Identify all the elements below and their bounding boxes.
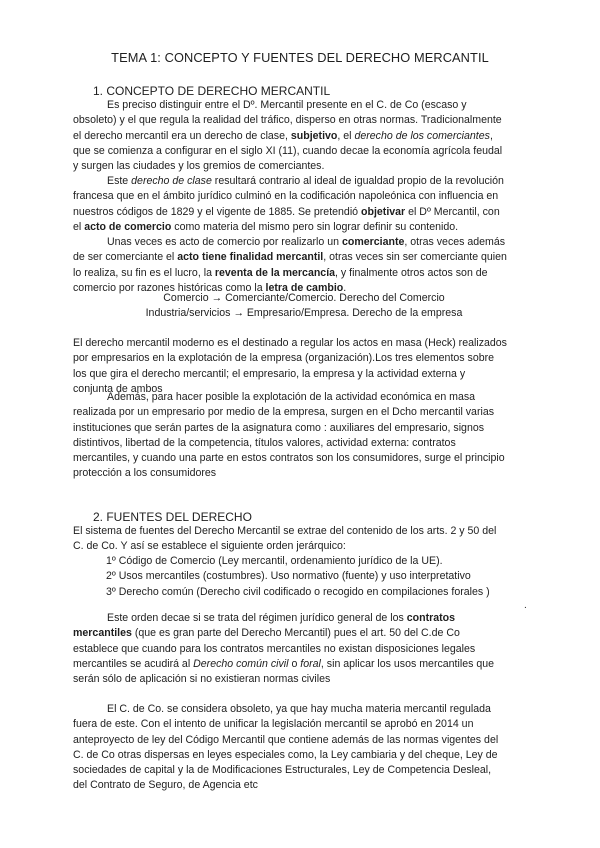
text-line: los que gira el derecho mercantil; el empresario, la empresa y la actividad externa y bbox=[73, 367, 466, 380]
text-line: francesa que en el ámbito jurídico culminó en la codificación napoleónica con influencia en bbox=[73, 190, 499, 203]
paragraph-7 bbox=[73, 611, 535, 687]
text-line: protección a los consumidores bbox=[73, 467, 217, 480]
stray-mark: . bbox=[524, 600, 527, 611]
paragraph-1 bbox=[73, 98, 535, 174]
text-line: Unas veces es acto de comercio por realizarlo un comerciante, otras veces además bbox=[107, 236, 506, 248]
diagram-line-2: Industria/servicios → Empresario/Empresa. Derecho de la empresa bbox=[145, 307, 463, 319]
diagram-line-1: Comercio → Comerciante/Comercio. Derecho del Comercio bbox=[163, 292, 445, 304]
page-title: TEMA 1: CONCEPTO Y FUENTES DEL DERECHO MERCANTIL bbox=[111, 50, 489, 65]
text-line: el acto de comercio como materia del mismo pero sin lograr definir su contenido. bbox=[73, 220, 459, 233]
text-line: Es preciso distinguir entre el Dº. Mercantil presente en el C. de Co (escaso y bbox=[107, 99, 467, 111]
text-line: establece que cuando para los contratos mercantiles no existan disposiciones legales bbox=[73, 642, 476, 655]
paragraph-2 bbox=[73, 174, 535, 235]
text-line: El sistema de fuentes del Derecho Mercantil se extrae del contenido de los arts. 2 y 50 del bbox=[73, 525, 497, 537]
text-line: el derecho mercantil era un derecho de clase, subjetivo, el derecho de los comerciantes, bbox=[73, 129, 493, 142]
text-line: El C. de Co. se considera obsoleto, ya que hay mucha materia mercantil regulada bbox=[107, 703, 491, 715]
paragraph-3 bbox=[73, 235, 535, 296]
text-line: Además, para hacer posible la explotación de la actividad económica en masa bbox=[107, 391, 476, 403]
list-item: 2º Usos mercantiles (costumbres). Uso normativo (fuente) y uso interpretativo bbox=[106, 570, 471, 583]
paragraph-5 bbox=[73, 390, 535, 482]
text-line: nuestros códigos de 1829 y el vigente de 1885. Se pretendió objetivar el Dº Mercantil, con bbox=[73, 205, 500, 218]
paragraph-4 bbox=[73, 336, 535, 397]
paragraph-6 bbox=[73, 524, 535, 555]
section-heading-fuentes: 2. FUENTES DEL DERECHO bbox=[93, 510, 252, 524]
text-line: distintivos, libertad de la competencia, títulos valores, actividad externa: contratos bbox=[73, 436, 456, 449]
text-line: obsoleto) y el que regula la realidad del tráfico, disperso en otras normas. Tradicionalmente bbox=[73, 114, 502, 127]
text-line: C. de Co. Y así se establece el siguiente orden jerárquico: bbox=[73, 540, 346, 553]
list-item: 1º Código de Comercio (Ley mercantil, ordenamiento jurídico de la UE). bbox=[106, 555, 443, 567]
text-line: que se comienza a configurar en el siglo XI (11), cuando decae la economía agrícola feudal bbox=[73, 144, 503, 157]
text-line: del Contrato de Seguro, de Agencia etc bbox=[73, 779, 258, 792]
text-line: mercantiles (que es gran parte del Derecho Mercantil) pues el art. 50 del C.de Co bbox=[73, 627, 460, 640]
text-line: de ser comerciante el acto tiene finalidad mercantil, otras veces sin ser comerciante quien bbox=[73, 251, 507, 264]
text-line: fuera de este. Con el intento de unificar la legislación mercantil se aprobó en 2014 un bbox=[73, 718, 474, 731]
text-line: Este orden decae si se trata del régimen jurídico general de los contratos bbox=[107, 612, 456, 624]
text-line: C. de Co otras dispersas en leyes especiales como, la Ley cambiaria y del cheque, Ley de bbox=[73, 748, 498, 761]
text-line: mercantiles se acudirá al Derecho común civil o foral, sin aplicar los usos mercantiles que bbox=[73, 657, 495, 670]
text-line: anteproyecto de ley del Código Mercantil que contiene además de las normas vigentes del bbox=[73, 733, 499, 746]
text-line: lo realiza, su fin es el lucro, la reventa de la mercancía, y finalmente otros actos son de bbox=[73, 266, 488, 279]
paragraph-8 bbox=[73, 702, 535, 794]
text-line: instituciones que serán partes de la asignatura como : auxiliares del empresario, signos bbox=[73, 421, 485, 434]
text-line: y surgen las ciudades y los gremios de comerciantes. bbox=[73, 160, 325, 173]
text-line: El derecho mercantil moderno es el destinado a regular los actos en masa (Heck) realizados bbox=[73, 337, 507, 349]
text-line: sociedades de capital y la de Modificaciones Estructurales, Ley de Competencia Desleal, bbox=[73, 764, 492, 777]
text-line: conjunta de ambos bbox=[73, 382, 163, 395]
text-line: serán sólo de aplicación si no existieran normas civiles bbox=[73, 673, 331, 686]
text-line: realizada por un empresario por medio de la empresa, surgen en el Dcho mercantil varias bbox=[73, 406, 495, 419]
section-heading-concepto: 1. CONCEPTO DE DERECHO MERCANTIL bbox=[93, 84, 331, 98]
list-item: 3º Derecho común (Derecho civil codificado o recogido en compilaciones forales ) bbox=[106, 585, 490, 598]
text-line: por empresarios en la explotación de la empresa (organización).Los tres elementos sobre bbox=[73, 352, 495, 365]
text-line: comercio por razones históricas como la letra de cambio. bbox=[73, 281, 347, 294]
text-line: mercantiles, y cuando una parte en estos contratos son los consumidores, surge el principio bbox=[73, 452, 505, 465]
text-line: Este derecho de clase resultará contrario al ideal de igualdad propio de la revolución bbox=[107, 175, 504, 187]
sources-list bbox=[106, 554, 568, 600]
